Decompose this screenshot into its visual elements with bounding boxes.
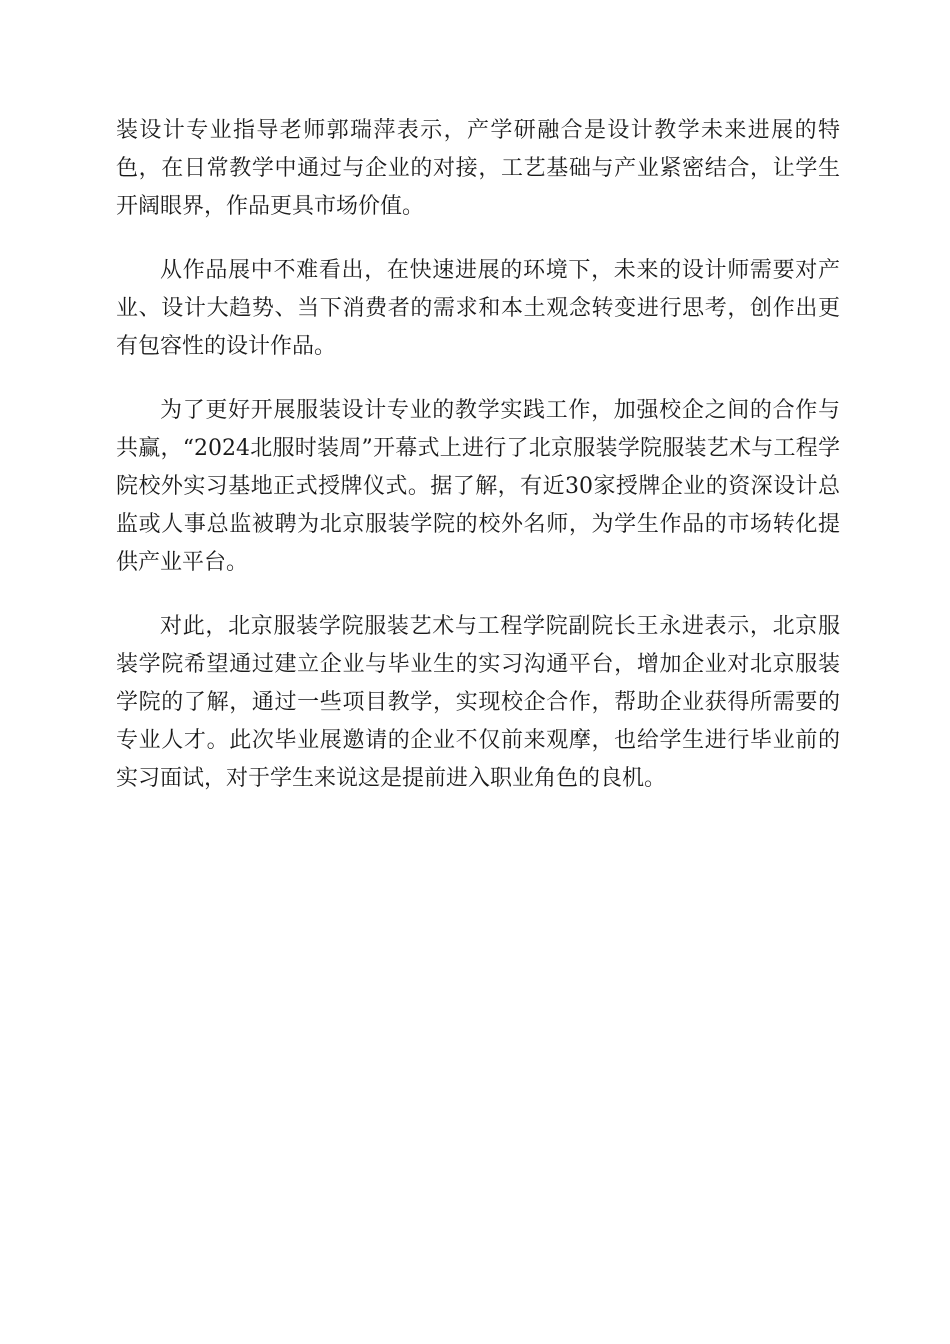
paragraph-internship-base: 为了更好开展服装设计专业的教学实践工作，加强校企之间的合作与共赢，“2024北服时装周”开幕式上进行了北京服装学院服装艺术与工程学院校外实习基地正式授牌仪式。据了解，有近30家授牌企业的资深设计总监或人事总监被聘为北京服装学院的校外名师，为学生作品的市场转化提供产业平台。 [116, 398, 840, 575]
paragraph-vice-dean-statement: 对此，北京服装学院服装艺术与工程学院副院长王永进表示，北京服装学院希望通过建立企业与毕业生的实习沟通平台，增加企业对北京服装学院的了解，通过一些项目教学，实现校企合作，帮助企业获得所需要的专业人才。此次毕业展邀请的企业不仅前来观摩，也给学生进行毕业前的实习面试，对于学生来说这是提前进入职业角色的良机。 [116, 614, 840, 791]
document-body [116, 112, 840, 824]
paragraph-design-trends: 从作品展中不难看出，在快速进展的环境下，未来的设计师需要对产业、设计大趋势、当下消费者的需求和本土观念转变进行思考，创作出更有包容性的设计作品。 [116, 258, 840, 359]
paragraph-continuation: 装设计专业指导老师郭瑞萍表示，产学研融合是设计教学未来进展的特色，在日常教学中通过与企业的对接，工艺基础与产业紧密结合，让学生开阔眼界，作品更具市场价值。 [116, 118, 840, 219]
